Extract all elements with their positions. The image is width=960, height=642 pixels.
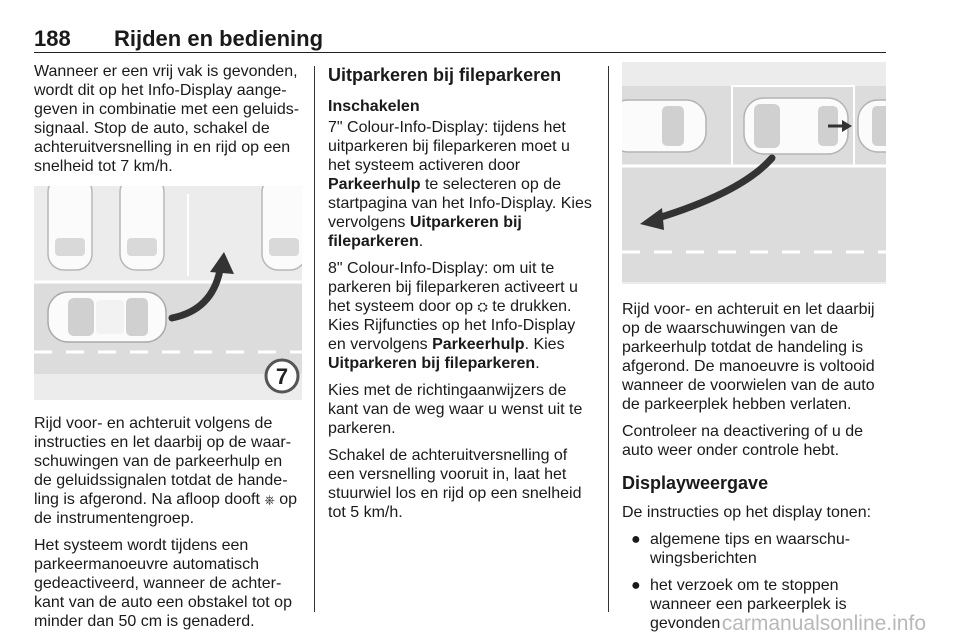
intro-paragraph: Wanneer er een vrij vak is gevonden, wordt dit op het Info-Display aangegeven in combinatie met een geluidssignaal. Stop de auto, schakel de achteruitversnelling in en rijd op een snelheid tot 7 km/h. [34, 63, 300, 175]
paragraph-gear: Schakel de achteruitversnelling of een versnelling vooruit in, laat het stuurwiel los en rijd op een snelheid tot 5 km/h. [328, 447, 582, 521]
instructions-text-b: op de instrumentengroep. [34, 491, 298, 527]
column-divider-1 [314, 66, 315, 612]
text: . [535, 355, 540, 372]
exit-parking-diagram [622, 62, 886, 284]
figure-number-badge: 7 [275, 364, 289, 389]
parking-illustration-1 [34, 186, 302, 400]
paragraph-indicators: Kies met de richtingaanwijzers de kant van de weg waar u wenst uit te parkeren. [328, 382, 583, 437]
menu-term: Parkeerhulp [432, 336, 525, 353]
car-icon: ⛭ [477, 299, 488, 314]
parking-assist-icon: ⎈ [264, 492, 275, 507]
parking-diagram-7 [34, 186, 302, 400]
control-paragraph: Controleer na deactivering of u de auto weer onder controle hebt. [622, 423, 864, 459]
instructions-text-a: Rijd voor- en achteruit volgens de instructies en let daarbij op de waarschuwingen van de parkeerhulp en de geluidssignalen totdat de handeling is afgerond. Na afloop dooft [34, 415, 292, 508]
bullet-icon: ● [631, 531, 641, 548]
list-item [622, 530, 892, 568]
menu-term: Uitparkeren bij fileparkeren [328, 214, 522, 250]
text: te drukken. Kies Rijfuncties op het Info-Display en vervolgens [328, 298, 576, 353]
column-divider-2 [608, 66, 609, 612]
chapter-title: Rijden en bediening [114, 26, 324, 51]
section-title-uitparkeren: Uitparkeren bij fileparkeren [328, 65, 562, 85]
list-item-text: het verzoek om te stoppen wanneer een parkeerplek is gevonden [650, 577, 847, 632]
deactivation-paragraph: Het systeem wordt tijdens een parkeermanoeuvre automatisch gedeactiveerd, wanneer de achterkant van de auto een obstakel tot op minder dan 50 cm is genaderd. [34, 537, 292, 630]
text: . Kies [524, 336, 565, 353]
menu-term: Parkeerhulp [328, 176, 421, 193]
instructions-paragraph [34, 414, 302, 528]
text: 8" Colour-Info-Display: om uit te parkeren bij fileparkeren activeert u het systeem door op [328, 260, 578, 315]
paragraph-7-inch-display [328, 118, 596, 251]
display-intro: De instructies op het display tonen: [622, 504, 872, 521]
text: 7" Colour-Info-Display: tijdens het uitparkeren bij fileparkeren moet u het systeem activeren door [328, 119, 570, 174]
menu-term: Uitparkeren bij fileparkeren [328, 355, 536, 372]
section-title-displayweergave: Displayweergave [622, 473, 769, 493]
paragraph-8-inch-display [328, 259, 596, 373]
text: te selecteren op de startpagina van het Info-Display. Kies vervolgens [328, 176, 592, 231]
column-1 [34, 62, 302, 639]
watermark: carmanualsonline.info [721, 612, 926, 635]
column-2 [328, 62, 596, 530]
page-number: 188 [34, 26, 71, 51]
text: . [418, 233, 424, 250]
subsection-title-inschakelen: Inschakelen [328, 98, 420, 115]
parking-illustration-2 [622, 62, 886, 284]
page-header [34, 26, 886, 53]
list-item-text: algemene tips en waarschuwingsberichten [650, 531, 851, 567]
maneuver-paragraph: Rijd voor- en achteruit en let daarbij op de waarschuwingen van de parkeerhulp totdat de handeling is afgerond. De manoeuvre is voltooid wanneer de voorwielen van de auto de parkeerplek hebben verlaten. [622, 301, 875, 413]
bullet-icon: ● [631, 577, 641, 594]
column-3 [622, 62, 892, 641]
